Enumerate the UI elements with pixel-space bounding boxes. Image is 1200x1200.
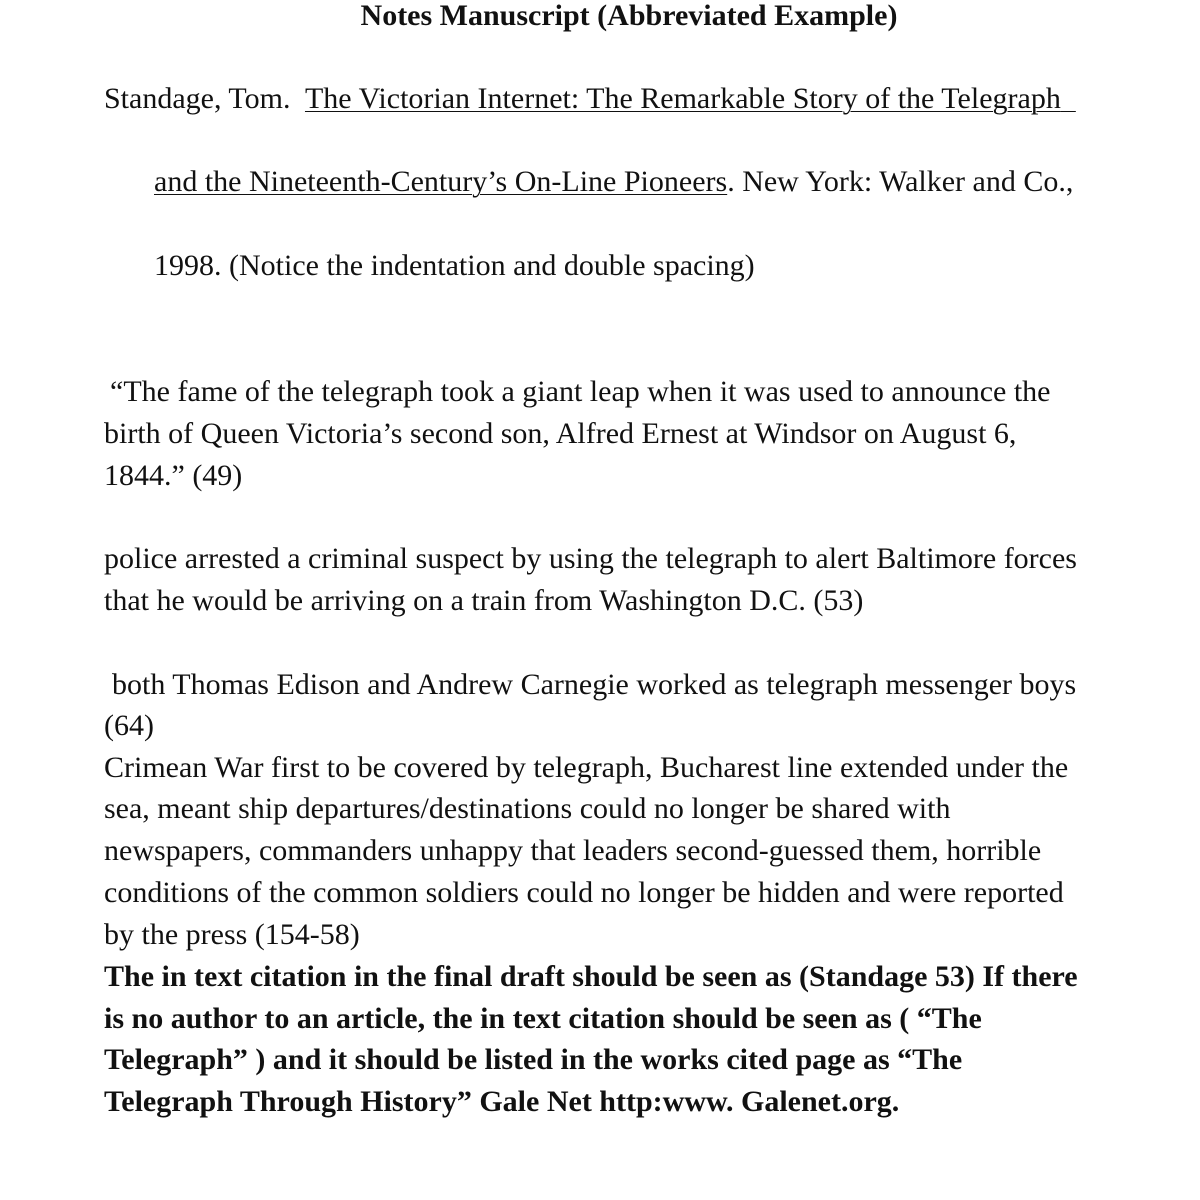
citation-line-1 — [104, 81, 1076, 117]
instruction-line-2: is no author to an article, the in text citation should be seen as ( “The — [104, 1002, 982, 1035]
note-edison-line-1: both Thomas Edison and Andrew Carnegie worked as telegraph messenger boys — [112, 668, 1077, 701]
note-quote-line-2: birth of Queen Victoria’s second son, Alfred Ernest at Windsor on August 6, — [104, 417, 1017, 450]
citation-line-2 — [154, 164, 1073, 200]
page-title: Notes Manuscript (Abbreviated Example) — [360, 0, 898, 32]
instruction-line-4: Telegraph Through History” Gale Net http:www. Galenet.org. — [104, 1085, 900, 1118]
citation-book-title-1: The Victorian Internet: The Remarkable Story of the Telegraph — [304, 82, 1061, 115]
note-quote-line-3: 1844.” (49) — [104, 459, 243, 492]
citation-publisher: . New York: Walker and Co., — [727, 165, 1074, 198]
instruction-line-3: Telegraph” ) and it should be listed in the works cited page as “The — [104, 1043, 963, 1076]
note-crimean-line-4: conditions of the common soldiers could no longer be hidden and were reported — [104, 876, 1064, 909]
note-crimean-line-2: sea, meant ship departures/destinations could no longer be shared with — [104, 792, 951, 825]
citation-title-underline-tail — [1061, 82, 1076, 115]
note-quote-line-1: “The fame of the telegraph took a giant leap when it was used to announce the — [110, 375, 1051, 408]
note-crimean-line-3: newspapers, commanders unhappy that leaders second-guessed them, horrible — [104, 834, 1042, 867]
note-police-line-2: that he would be arriving on a train from Washington D.C. (53) — [104, 584, 864, 617]
note-police-line-1: police arrested a criminal suspect by using the telegraph to alert Baltimore forces — [104, 542, 1077, 575]
citation-author: Standage, Tom. — [104, 82, 291, 115]
instruction-line-1: The in text citation in the final draft should be seen as (Standage 53) If there — [104, 960, 1078, 993]
note-edison-line-2: (64) — [104, 709, 154, 742]
citation-line-3: 1998. (Notice the indentation and double spacing) — [154, 249, 755, 282]
note-crimean-line-1: Crimean War first to be covered by telegraph, Bucharest line extended under the — [104, 751, 1069, 784]
note-crimean-line-5: by the press (154-58) — [104, 918, 360, 951]
citation-book-title-2: and the Nineteenth-Century’s On-Line Pioneers — [154, 165, 728, 198]
